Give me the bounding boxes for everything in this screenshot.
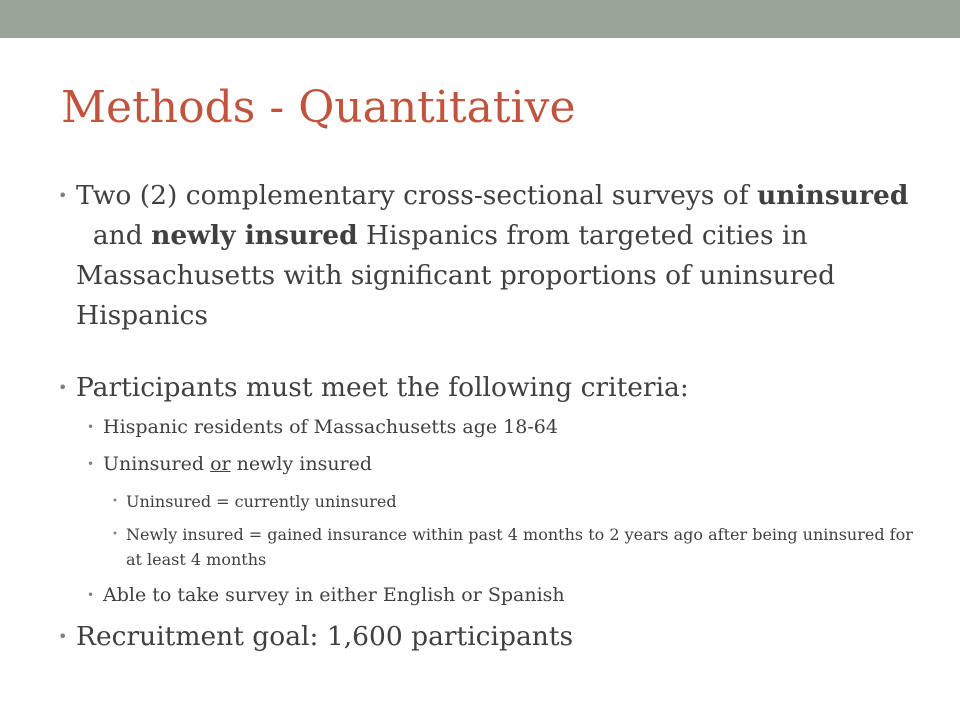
- bullet-criteria: [58, 368, 918, 408]
- bullet-surveys: [58, 176, 918, 336]
- slide-body: [58, 176, 918, 657]
- bullet-surveys-bold-newly-insured: newly insured: [151, 220, 358, 251]
- sub-sub-bullet-uninsured: [112, 490, 918, 514]
- bullet-recruitment-text: Recruitment goal: 1,600 participants: [76, 621, 574, 652]
- bullet-surveys-text-1: Two (2) complementary cross-sectional surveys of: [76, 180, 757, 211]
- bullet-icon: •: [87, 588, 95, 602]
- bullet-surveys-bold-uninsured: uninsured: [756, 180, 909, 211]
- bullet-criteria-text: Participants must meet the following criteria:: [76, 372, 689, 403]
- bullet-icon: •: [58, 378, 68, 397]
- bullet-recruitment: [58, 617, 918, 657]
- bullet-icon: •: [87, 457, 95, 471]
- sub-bullet-language-text: Able to take survey in either English or Spanish: [103, 584, 565, 606]
- sub-bullet-insurance-status: [87, 450, 918, 478]
- sub-bullet-language: [87, 581, 918, 609]
- bullet-icon: •: [112, 496, 118, 507]
- bullet-icon: •: [58, 627, 68, 646]
- bullet-surveys-text-3: Hispanics from targeted cities in Massachusetts with significant proportions of uninsured Hispanics: [76, 220, 836, 331]
- sub-sub-bullet-newly-insured: [112, 522, 918, 572]
- bullet-surveys-text-2: and: [76, 220, 152, 251]
- sub-bullet-insurance-text-1: Uninsured: [103, 453, 211, 475]
- bullet-icon: •: [58, 186, 68, 205]
- sub-sub-bullet-newly-insured-text: Newly insured = gained insurance within past 4 months to 2 years ago after being uninsured for at least 4 months: [126, 525, 913, 569]
- sub-sub-bullet-uninsured-text: Uninsured = currently uninsured: [126, 492, 397, 511]
- slide-title: Methods - Quantitative: [61, 82, 576, 133]
- bullet-icon: •: [87, 420, 95, 434]
- sub-bullet-insurance-underlined-or: or: [210, 453, 231, 475]
- top-accent-bar: [0, 0, 960, 38]
- bullet-icon: •: [112, 529, 118, 540]
- sub-bullet-residents: [87, 413, 918, 441]
- sub-bullet-insurance-text-2: newly insured: [230, 453, 373, 475]
- sub-bullet-residents-text: Hispanic residents of Massachusetts age 18-64: [103, 416, 558, 438]
